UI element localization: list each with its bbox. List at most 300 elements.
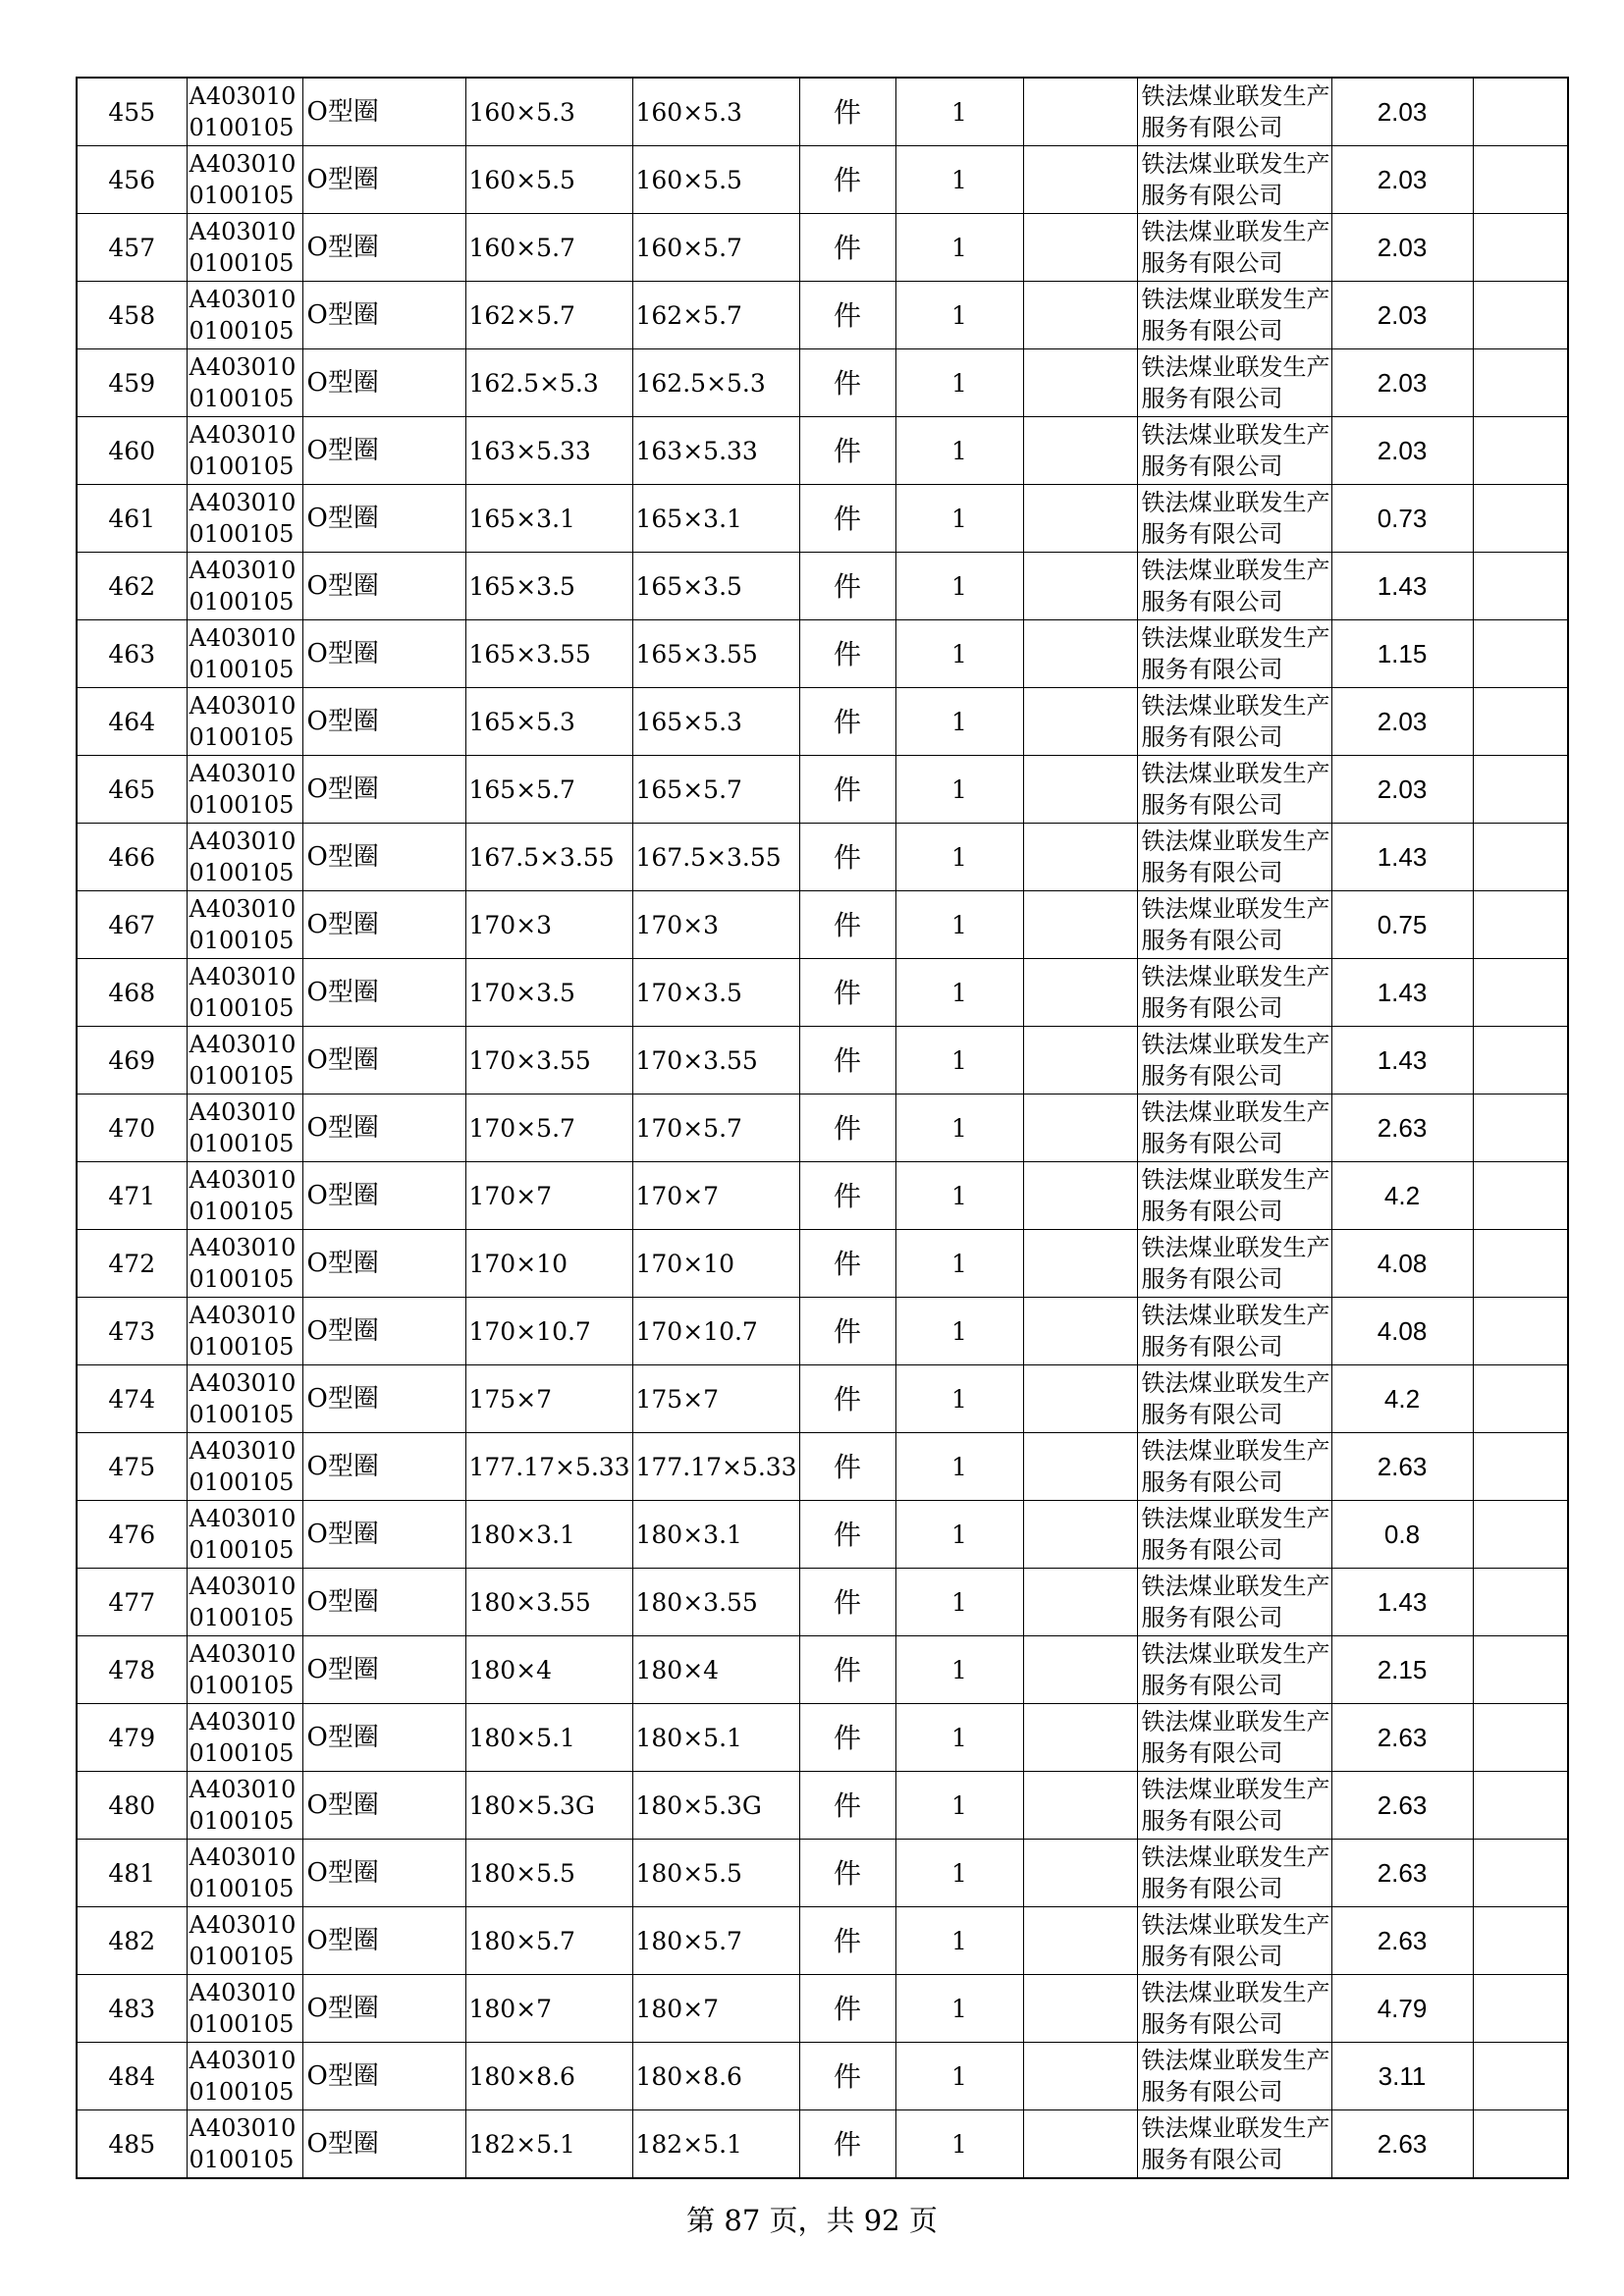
- cell-row-number: 478: [77, 1636, 187, 1704]
- cell-material-name: O型圈: [302, 282, 465, 349]
- cell-supplier: 铁法煤业联发生产服务有限公司: [1137, 1569, 1331, 1636]
- cell-note: [1023, 824, 1137, 891]
- cell-spec-model: 170×3.55: [465, 1027, 632, 1095]
- cell-spec-model-alt: 170×5.7: [632, 1095, 799, 1162]
- cell-remark: [1473, 2110, 1568, 2179]
- cell-quantity: 1: [895, 1230, 1023, 1298]
- cell-unit: 件: [799, 214, 895, 282]
- cell-spec-model: 170×3.5: [465, 959, 632, 1027]
- cell-row-number: 458: [77, 282, 187, 349]
- table-row: [77, 959, 1568, 1027]
- cell-spec-model-alt: 180×3.55: [632, 1569, 799, 1636]
- cell-material-code: A4030100100105: [187, 1365, 302, 1433]
- cell-supplier: 铁法煤业联发生产服务有限公司: [1137, 349, 1331, 417]
- cell-material-code: A4030100100105: [187, 1162, 302, 1230]
- cell-material-code: A4030100100105: [187, 1298, 302, 1365]
- cell-quantity: 1: [895, 1569, 1023, 1636]
- cell-material-code: A4030100100105: [187, 282, 302, 349]
- cell-supplier: 铁法煤业联发生产服务有限公司: [1137, 891, 1331, 959]
- cell-row-number: 472: [77, 1230, 187, 1298]
- cell-remark: [1473, 756, 1568, 824]
- cell-quantity: 1: [895, 1975, 1023, 2043]
- cell-spec-model-alt: 180×3.1: [632, 1501, 799, 1569]
- cell-remark: [1473, 1636, 1568, 1704]
- cell-spec-model-alt: 180×5.1: [632, 1704, 799, 1772]
- cell-remark: [1473, 1704, 1568, 1772]
- cell-quantity: 1: [895, 620, 1023, 688]
- cell-material-name: O型圈: [302, 1975, 465, 2043]
- cell-spec-model-alt: 165×3.1: [632, 485, 799, 553]
- cell-quantity: 1: [895, 824, 1023, 891]
- cell-material-code: A4030100100105: [187, 1704, 302, 1772]
- cell-spec-model-alt: 180×4: [632, 1636, 799, 1704]
- cell-note: [1023, 891, 1137, 959]
- cell-unit-price: 0.8: [1331, 1501, 1473, 1569]
- cell-spec-model-alt: 160×5.7: [632, 214, 799, 282]
- cell-quantity: 1: [895, 1365, 1023, 1433]
- cell-spec-model: 180×4: [465, 1636, 632, 1704]
- cell-material-code: A4030100100105: [187, 1907, 302, 1975]
- cell-quantity: 1: [895, 1095, 1023, 1162]
- cell-material-name: O型圈: [302, 1365, 465, 1433]
- cell-unit: 件: [799, 1298, 895, 1365]
- cell-note: [1023, 1772, 1137, 1840]
- table-row: [77, 688, 1568, 756]
- cell-supplier: 铁法煤业联发生产服务有限公司: [1137, 417, 1331, 485]
- cell-unit-price: 1.43: [1331, 1027, 1473, 1095]
- cell-remark: [1473, 485, 1568, 553]
- cell-material-code: A4030100100105: [187, 2110, 302, 2179]
- cell-supplier: 铁法煤业联发生产服务有限公司: [1137, 1027, 1331, 1095]
- cell-material-code: A4030100100105: [187, 1501, 302, 1569]
- cell-row-number: 485: [77, 2110, 187, 2179]
- table-row: [77, 1501, 1568, 1569]
- cell-quantity: 1: [895, 1027, 1023, 1095]
- cell-remark: [1473, 1162, 1568, 1230]
- cell-row-number: 456: [77, 146, 187, 214]
- cell-unit-price: 2.63: [1331, 1907, 1473, 1975]
- cell-unit: 件: [799, 2110, 895, 2179]
- cell-spec-model-alt: 165×5.7: [632, 756, 799, 824]
- cell-note: [1023, 553, 1137, 620]
- cell-unit: 件: [799, 349, 895, 417]
- cell-material-name: O型圈: [302, 891, 465, 959]
- cell-quantity: 1: [895, 1772, 1023, 1840]
- cell-unit-price: 1.15: [1331, 620, 1473, 688]
- cell-note: [1023, 1298, 1137, 1365]
- cell-remark: [1473, 1975, 1568, 2043]
- cell-unit-price: 2.63: [1331, 1095, 1473, 1162]
- cell-quantity: 1: [895, 349, 1023, 417]
- cell-unit-price: 2.03: [1331, 282, 1473, 349]
- table-row: [77, 1704, 1568, 1772]
- table-row: [77, 1907, 1568, 1975]
- cell-note: [1023, 485, 1137, 553]
- cell-quantity: 1: [895, 146, 1023, 214]
- cell-spec-model: 170×7: [465, 1162, 632, 1230]
- cell-quantity: 1: [895, 2110, 1023, 2179]
- cell-unit-price: 1.43: [1331, 1569, 1473, 1636]
- cell-unit: 件: [799, 1095, 895, 1162]
- cell-supplier: 铁法煤业联发生产服务有限公司: [1137, 2043, 1331, 2110]
- cell-spec-model-alt: 162.5×5.3: [632, 349, 799, 417]
- cell-note: [1023, 959, 1137, 1027]
- cell-supplier: 铁法煤业联发生产服务有限公司: [1137, 146, 1331, 214]
- cell-quantity: 1: [895, 553, 1023, 620]
- cell-material-code: A4030100100105: [187, 78, 302, 146]
- cell-supplier: 铁法煤业联发生产服务有限公司: [1137, 1704, 1331, 1772]
- cell-spec-model-alt: 170×3.5: [632, 959, 799, 1027]
- cell-remark: [1473, 146, 1568, 214]
- cell-spec-model: 165×5.3: [465, 688, 632, 756]
- cell-note: [1023, 756, 1137, 824]
- cell-material-name: O型圈: [302, 2110, 465, 2179]
- cell-note: [1023, 688, 1137, 756]
- cell-note: [1023, 282, 1137, 349]
- cell-note: [1023, 620, 1137, 688]
- table-row: [77, 485, 1568, 553]
- cell-unit-price: 1.43: [1331, 553, 1473, 620]
- cell-spec-model-alt: 177.17×5.33: [632, 1433, 799, 1501]
- cell-material-name: O型圈: [302, 1298, 465, 1365]
- cell-spec-model-alt: 170×7: [632, 1162, 799, 1230]
- cell-remark: [1473, 1501, 1568, 1569]
- cell-remark: [1473, 553, 1568, 620]
- cell-row-number: 455: [77, 78, 187, 146]
- cell-quantity: 1: [895, 688, 1023, 756]
- cell-row-number: 460: [77, 417, 187, 485]
- cell-spec-model-alt: 165×3.5: [632, 553, 799, 620]
- cell-material-name: O型圈: [302, 756, 465, 824]
- cell-material-name: O型圈: [302, 417, 465, 485]
- cell-supplier: 铁法煤业联发生产服务有限公司: [1137, 1501, 1331, 1569]
- cell-material-code: A4030100100105: [187, 1095, 302, 1162]
- cell-material-code: A4030100100105: [187, 688, 302, 756]
- cell-remark: [1473, 1772, 1568, 1840]
- cell-unit: 件: [799, 78, 895, 146]
- cell-spec-model: 170×5.7: [465, 1095, 632, 1162]
- cell-spec-model: 165×3.55: [465, 620, 632, 688]
- table-row: [77, 1569, 1568, 1636]
- cell-spec-model: 175×7: [465, 1365, 632, 1433]
- cell-note: [1023, 146, 1137, 214]
- cell-unit: 件: [799, 620, 895, 688]
- cell-supplier: 铁法煤业联发生产服务有限公司: [1137, 1162, 1331, 1230]
- table-row: [77, 349, 1568, 417]
- cell-supplier: 铁法煤业联发生产服务有限公司: [1137, 282, 1331, 349]
- cell-spec-model-alt: 180×7: [632, 1975, 799, 2043]
- cell-material-code: A4030100100105: [187, 214, 302, 282]
- cell-supplier: 铁法煤业联发生产服务有限公司: [1137, 1095, 1331, 1162]
- cell-note: [1023, 1027, 1137, 1095]
- cell-row-number: 480: [77, 1772, 187, 1840]
- cell-unit: 件: [799, 146, 895, 214]
- cell-row-number: 459: [77, 349, 187, 417]
- cell-supplier: 铁法煤业联发生产服务有限公司: [1137, 1840, 1331, 1907]
- cell-supplier: 铁法煤业联发生产服务有限公司: [1137, 688, 1331, 756]
- cell-supplier: 铁法煤业联发生产服务有限公司: [1137, 1636, 1331, 1704]
- cell-spec-model: 165×3.1: [465, 485, 632, 553]
- cell-material-name: O型圈: [302, 1840, 465, 1907]
- cell-row-number: 463: [77, 620, 187, 688]
- cell-unit: 件: [799, 553, 895, 620]
- cell-material-code: A4030100100105: [187, 1569, 302, 1636]
- cell-material-code: A4030100100105: [187, 553, 302, 620]
- cell-note: [1023, 1636, 1137, 1704]
- cell-unit-price: 4.2: [1331, 1162, 1473, 1230]
- cell-row-number: 462: [77, 553, 187, 620]
- cell-quantity: 1: [895, 485, 1023, 553]
- cell-row-number: 475: [77, 1433, 187, 1501]
- cell-material-code: A4030100100105: [187, 959, 302, 1027]
- cell-spec-model: 165×5.7: [465, 756, 632, 824]
- cell-material-name: O型圈: [302, 1569, 465, 1636]
- cell-supplier: 铁法煤业联发生产服务有限公司: [1137, 1975, 1331, 2043]
- cell-unit-price: 2.03: [1331, 349, 1473, 417]
- cell-material-code: A4030100100105: [187, 2043, 302, 2110]
- table-row: [77, 1095, 1568, 1162]
- cell-row-number: 457: [77, 214, 187, 282]
- cell-material-name: O型圈: [302, 553, 465, 620]
- cell-unit-price: 2.63: [1331, 1433, 1473, 1501]
- cell-spec-model-alt: 163×5.33: [632, 417, 799, 485]
- cell-supplier: 铁法煤业联发生产服务有限公司: [1137, 1230, 1331, 1298]
- cell-remark: [1473, 1027, 1568, 1095]
- cell-remark: [1473, 282, 1568, 349]
- cell-unit: 件: [799, 1433, 895, 1501]
- cell-quantity: 1: [895, 417, 1023, 485]
- table-row: [77, 1365, 1568, 1433]
- cell-spec-model-alt: 165×5.3: [632, 688, 799, 756]
- cell-spec-model: 160×5.3: [465, 78, 632, 146]
- cell-supplier: 铁法煤业联发生产服务有限公司: [1137, 553, 1331, 620]
- cell-quantity: 1: [895, 1298, 1023, 1365]
- cell-unit-price: 2.03: [1331, 214, 1473, 282]
- cell-unit: 件: [799, 1162, 895, 1230]
- cell-note: [1023, 214, 1137, 282]
- table-row: [77, 824, 1568, 891]
- cell-material-name: O型圈: [302, 1230, 465, 1298]
- cell-unit-price: 2.15: [1331, 1636, 1473, 1704]
- cell-unit-price: 2.63: [1331, 2110, 1473, 2179]
- cell-unit: 件: [799, 485, 895, 553]
- cell-unit-price: 4.08: [1331, 1298, 1473, 1365]
- cell-note: [1023, 1840, 1137, 1907]
- cell-material-name: O型圈: [302, 2043, 465, 2110]
- cell-spec-model: 182×5.1: [465, 2110, 632, 2179]
- cell-note: [1023, 78, 1137, 146]
- cell-row-number: 474: [77, 1365, 187, 1433]
- cell-row-number: 483: [77, 1975, 187, 2043]
- cell-supplier: 铁法煤业联发生产服务有限公司: [1137, 78, 1331, 146]
- cell-remark: [1473, 1433, 1568, 1501]
- cell-quantity: 1: [895, 1433, 1023, 1501]
- cell-unit: 件: [799, 688, 895, 756]
- cell-remark: [1473, 1095, 1568, 1162]
- cell-spec-model-alt: 180×8.6: [632, 2043, 799, 2110]
- table-row: [77, 1027, 1568, 1095]
- cell-row-number: 482: [77, 1907, 187, 1975]
- cell-spec-model: 180×5.3G: [465, 1772, 632, 1840]
- cell-material-code: A4030100100105: [187, 485, 302, 553]
- cell-spec-model-alt: 160×5.5: [632, 146, 799, 214]
- table-row: [77, 1975, 1568, 2043]
- cell-remark: [1473, 1907, 1568, 1975]
- cell-remark: [1473, 620, 1568, 688]
- cell-note: [1023, 1230, 1137, 1298]
- cell-unit: 件: [799, 1365, 895, 1433]
- cell-unit-price: 2.03: [1331, 756, 1473, 824]
- cell-spec-model-alt: 175×7: [632, 1365, 799, 1433]
- table-row: [77, 78, 1568, 146]
- cell-spec-model-alt: 160×5.3: [632, 78, 799, 146]
- cell-material-name: O型圈: [302, 1433, 465, 1501]
- cell-material-name: O型圈: [302, 146, 465, 214]
- cell-quantity: 1: [895, 756, 1023, 824]
- cell-unit-price: 3.11: [1331, 2043, 1473, 2110]
- cell-spec-model-alt: 180×5.3G: [632, 1772, 799, 1840]
- cell-row-number: 476: [77, 1501, 187, 1569]
- cell-supplier: 铁法煤业联发生产服务有限公司: [1137, 1772, 1331, 1840]
- cell-unit-price: 2.03: [1331, 146, 1473, 214]
- cell-unit: 件: [799, 282, 895, 349]
- cell-spec-model: 160×5.5: [465, 146, 632, 214]
- cell-note: [1023, 2043, 1137, 2110]
- cell-remark: [1473, 824, 1568, 891]
- cell-quantity: 1: [895, 282, 1023, 349]
- cell-unit-price: 1.43: [1331, 959, 1473, 1027]
- cell-spec-model-alt: 170×3.55: [632, 1027, 799, 1095]
- cell-row-number: 466: [77, 824, 187, 891]
- cell-material-code: A4030100100105: [187, 824, 302, 891]
- cell-quantity: 1: [895, 1636, 1023, 1704]
- cell-unit-price: 4.2: [1331, 1365, 1473, 1433]
- cell-note: [1023, 1095, 1137, 1162]
- cell-unit: 件: [799, 1840, 895, 1907]
- cell-row-number: 467: [77, 891, 187, 959]
- cell-supplier: 铁法煤业联发生产服务有限公司: [1137, 824, 1331, 891]
- cell-quantity: 1: [895, 891, 1023, 959]
- cell-material-code: A4030100100105: [187, 1636, 302, 1704]
- cell-material-name: O型圈: [302, 1095, 465, 1162]
- cell-row-number: 469: [77, 1027, 187, 1095]
- cell-row-number: 461: [77, 485, 187, 553]
- cell-material-code: A4030100100105: [187, 756, 302, 824]
- cell-spec-model: 177.17×5.33: [465, 1433, 632, 1501]
- cell-remark: [1473, 78, 1568, 146]
- cell-remark: [1473, 417, 1568, 485]
- cell-remark: [1473, 1365, 1568, 1433]
- cell-note: [1023, 2110, 1137, 2179]
- cell-quantity: 1: [895, 1501, 1023, 1569]
- cell-quantity: 1: [895, 78, 1023, 146]
- cell-unit: 件: [799, 1230, 895, 1298]
- cell-row-number: 481: [77, 1840, 187, 1907]
- cell-unit: 件: [799, 891, 895, 959]
- cell-note: [1023, 1162, 1137, 1230]
- cell-material-name: O型圈: [302, 1907, 465, 1975]
- cell-material-name: O型圈: [302, 349, 465, 417]
- cell-supplier: 铁法煤业联发生产服务有限公司: [1137, 214, 1331, 282]
- document-sheet: [76, 77, 1567, 2179]
- cell-spec-model: 170×10.7: [465, 1298, 632, 1365]
- cell-unit: 件: [799, 1027, 895, 1095]
- cell-row-number: 468: [77, 959, 187, 1027]
- cell-spec-model-alt: 180×5.7: [632, 1907, 799, 1975]
- cell-note: [1023, 417, 1137, 485]
- cell-unit-price: 4.08: [1331, 1230, 1473, 1298]
- cell-unit-price: 2.03: [1331, 78, 1473, 146]
- cell-material-name: O型圈: [302, 485, 465, 553]
- cell-quantity: 1: [895, 2043, 1023, 2110]
- table-row: [77, 1433, 1568, 1501]
- cell-remark: [1473, 349, 1568, 417]
- cell-remark: [1473, 959, 1568, 1027]
- cell-material-name: O型圈: [302, 620, 465, 688]
- cell-spec-model-alt: 165×3.55: [632, 620, 799, 688]
- cell-supplier: 铁法煤业联发生产服务有限公司: [1137, 1907, 1331, 1975]
- cell-material-code: A4030100100105: [187, 1975, 302, 2043]
- cell-spec-model: 160×5.7: [465, 214, 632, 282]
- cell-row-number: 484: [77, 2043, 187, 2110]
- cell-material-name: O型圈: [302, 1704, 465, 1772]
- cell-quantity: 1: [895, 1704, 1023, 1772]
- cell-material-code: A4030100100105: [187, 1433, 302, 1501]
- table-body: [77, 78, 1568, 2178]
- cell-unit-price: 2.03: [1331, 688, 1473, 756]
- cell-material-name: O型圈: [302, 78, 465, 146]
- table-row: [77, 620, 1568, 688]
- cell-spec-model: 167.5×3.55: [465, 824, 632, 891]
- cell-supplier: 铁法煤业联发生产服务有限公司: [1137, 2110, 1331, 2179]
- cell-quantity: 1: [895, 959, 1023, 1027]
- table-row: [77, 282, 1568, 349]
- cell-material-code: A4030100100105: [187, 891, 302, 959]
- table-row: [77, 146, 1568, 214]
- cell-spec-model: 180×5.5: [465, 1840, 632, 1907]
- cell-material-name: O型圈: [302, 1162, 465, 1230]
- cell-unit: 件: [799, 756, 895, 824]
- cell-unit: 件: [799, 959, 895, 1027]
- cell-unit: 件: [799, 1569, 895, 1636]
- cell-material-name: O型圈: [302, 1027, 465, 1095]
- cell-note: [1023, 1704, 1137, 1772]
- cell-unit: 件: [799, 1501, 895, 1569]
- cell-unit: 件: [799, 1772, 895, 1840]
- table-row: [77, 756, 1568, 824]
- cell-spec-model-alt: 180×5.5: [632, 1840, 799, 1907]
- cell-unit-price: 2.63: [1331, 1840, 1473, 1907]
- cell-unit: 件: [799, 2043, 895, 2110]
- table-row: [77, 1298, 1568, 1365]
- cell-unit: 件: [799, 1704, 895, 1772]
- table-row: [77, 2110, 1568, 2179]
- cell-remark: [1473, 688, 1568, 756]
- cell-note: [1023, 1433, 1137, 1501]
- cell-material-name: O型圈: [302, 1772, 465, 1840]
- cell-note: [1023, 1569, 1137, 1636]
- table-row: [77, 1230, 1568, 1298]
- cell-row-number: 464: [77, 688, 187, 756]
- cell-material-name: O型圈: [302, 688, 465, 756]
- cell-spec-model: 165×3.5: [465, 553, 632, 620]
- materials-table: [76, 77, 1569, 2179]
- cell-material-code: A4030100100105: [187, 417, 302, 485]
- table-row: [77, 417, 1568, 485]
- cell-note: [1023, 1907, 1137, 1975]
- cell-quantity: 1: [895, 1840, 1023, 1907]
- cell-unit: 件: [799, 1907, 895, 1975]
